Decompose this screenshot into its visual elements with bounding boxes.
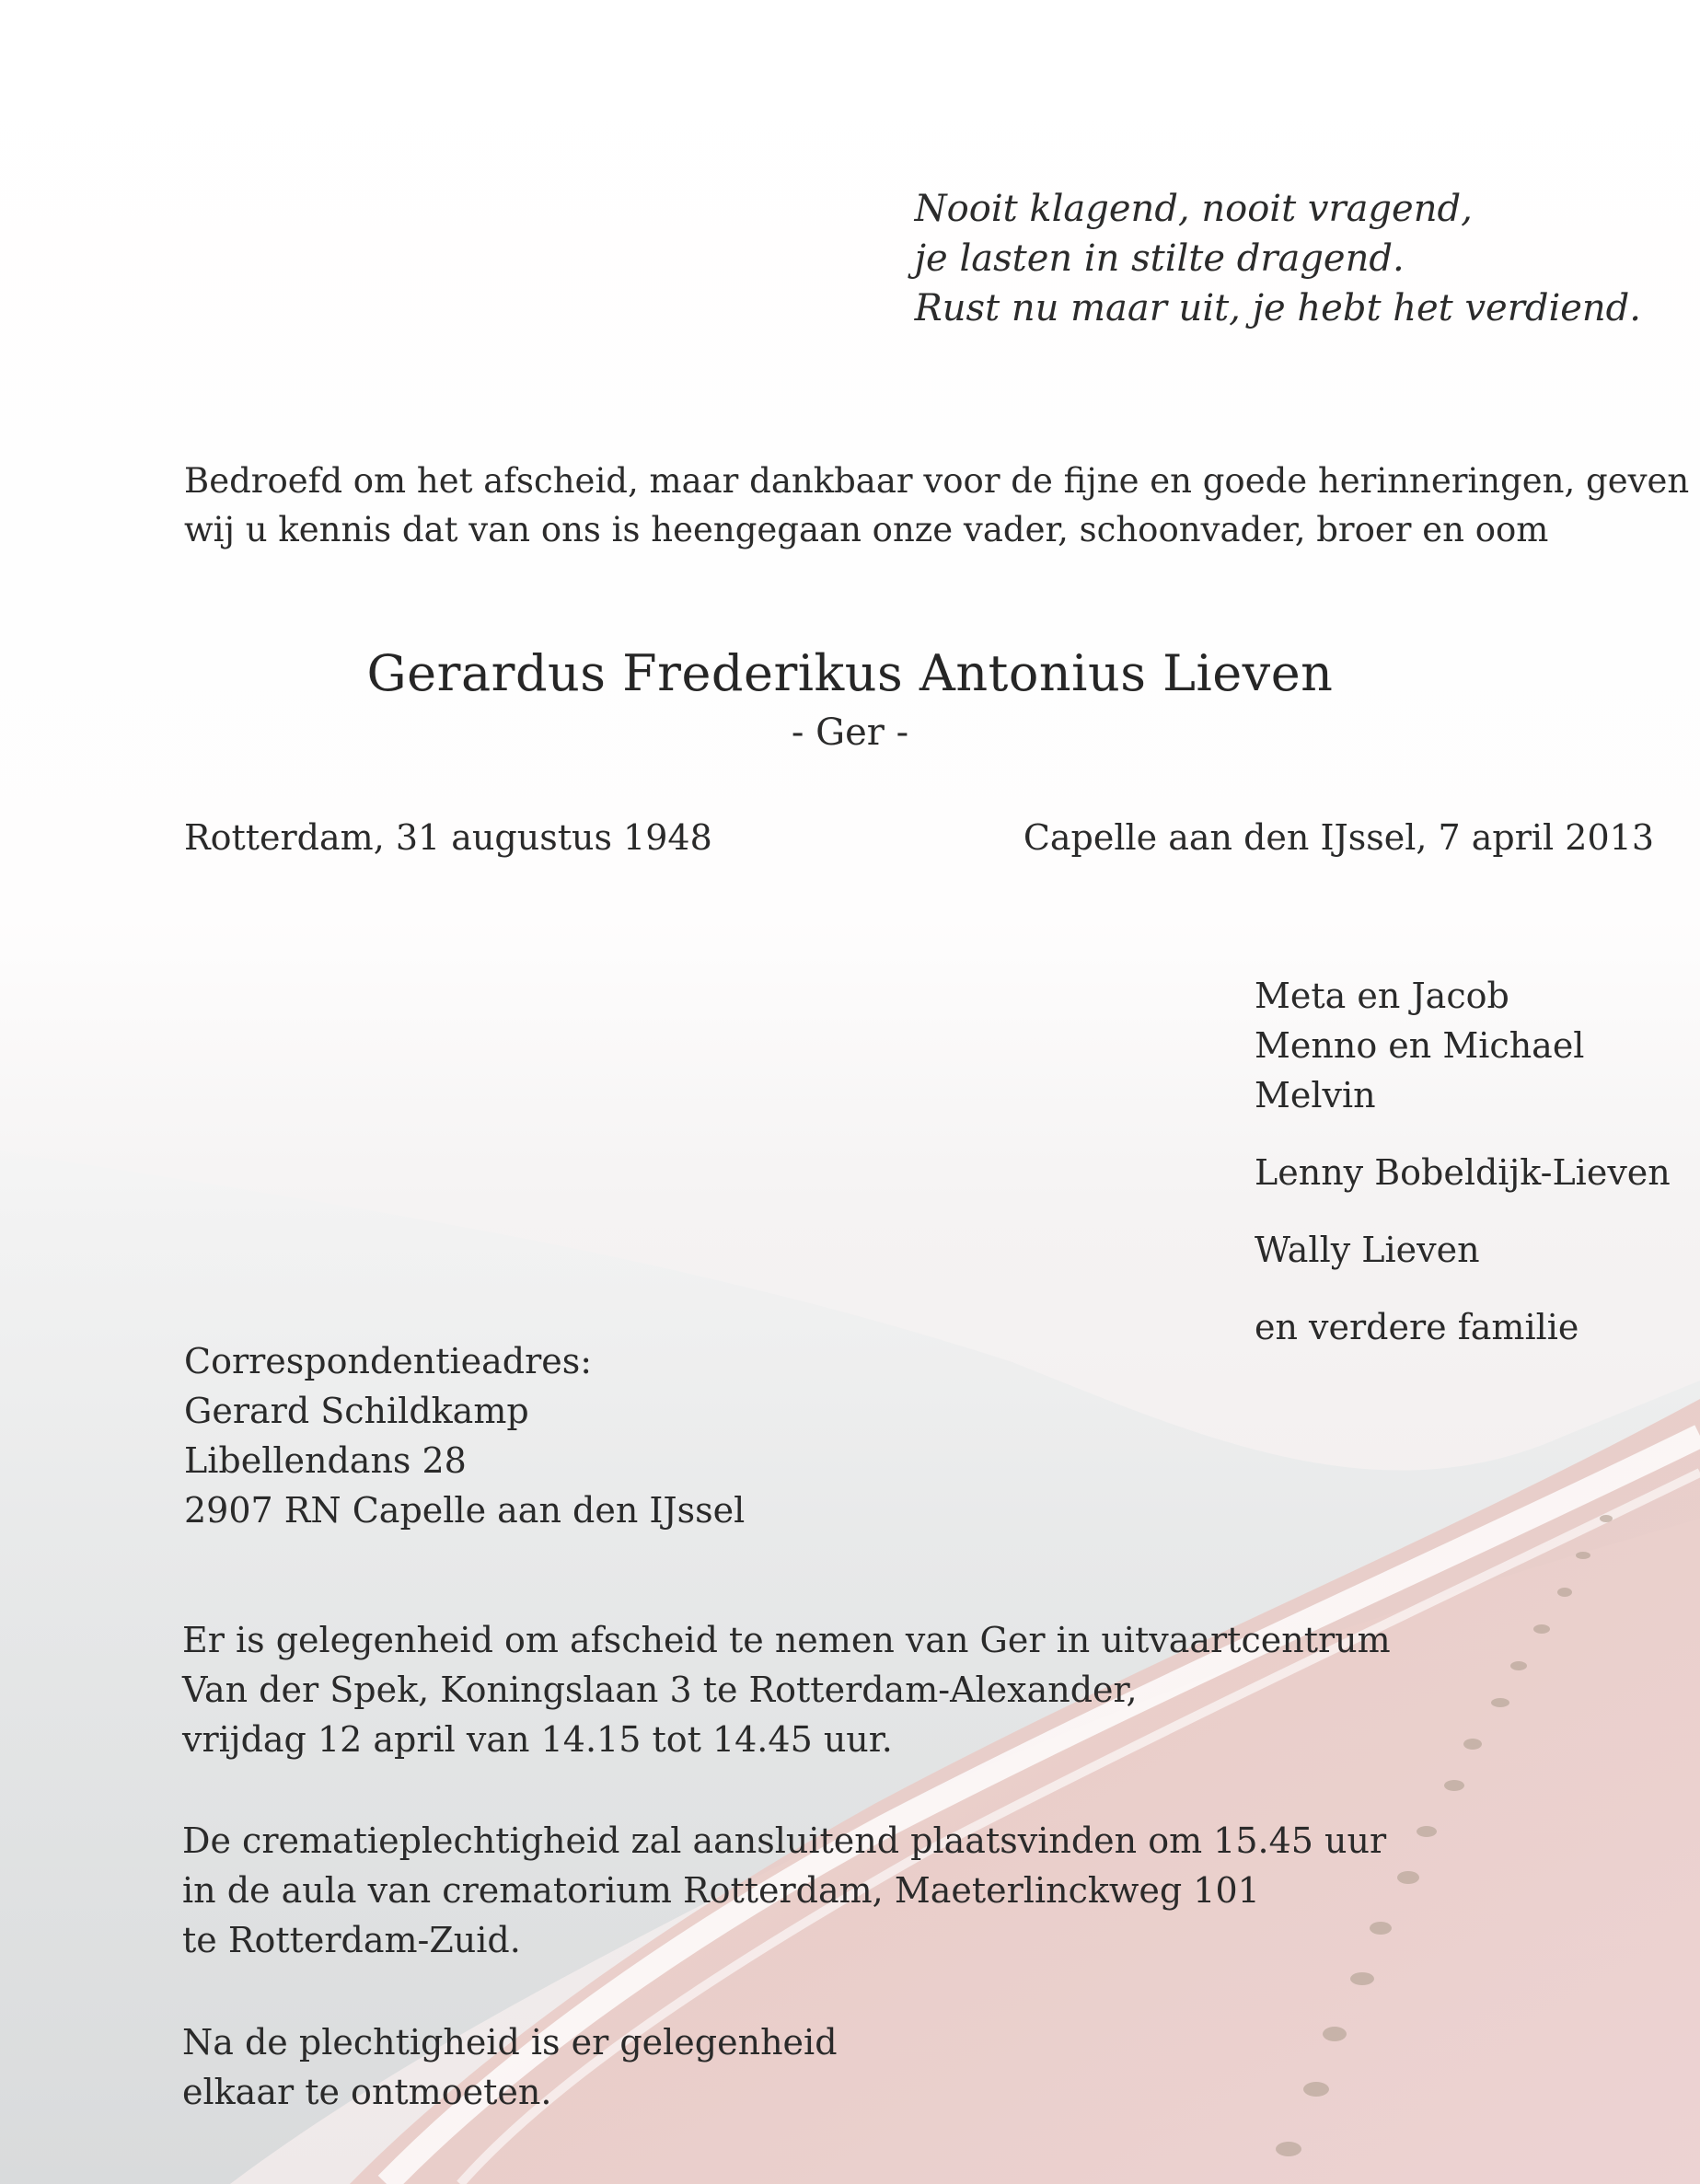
intro-line: wij u kennis dat van ons is heengegaan onze vader, schoonvader, broer en oom: [184, 510, 1549, 549]
family-member: Melvin: [1255, 1075, 1376, 1115]
address-name: Gerard Schildkamp: [184, 1391, 529, 1431]
poem: [915, 184, 1641, 333]
cremation-line: De crematieplechtigheid zal aansluitend plaatsvinden om 15.45 uur: [182, 1820, 1387, 1861]
farewell-line: vrijdag 12 april van 14.15 tot 14.45 uur.: [182, 1719, 893, 1760]
death-place-date: Capelle aan den IJssel, 7 april 2013: [1023, 817, 1654, 858]
deceased-nickname: - Ger -: [791, 711, 909, 754]
family-member: Meta en Jacob: [1255, 976, 1509, 1016]
intro-line: Bedroefd om het afscheid, maar dankbaar voor de fijne en goede herinneringen, geven: [184, 461, 1690, 501]
deceased-name: Gerardus Frederikus Antonius Lieven: [366, 644, 1334, 702]
correspondence-address: [184, 1336, 745, 1535]
after-line: elkaar te ontmoeten.: [182, 2072, 552, 2112]
family-others: en verdere familie: [1255, 1307, 1579, 1347]
after-line: Na de plechtigheid is er gelegenheid: [182, 2022, 838, 2063]
intro-text: [184, 456, 1689, 554]
family-member: Wally Lieven: [1255, 1230, 1480, 1270]
cremation-line: te Rotterdam-Zuid.: [182, 1920, 521, 1960]
address-city: 2907 RN Capelle aan den IJssel: [184, 1490, 746, 1531]
cremation-line: in de aula van crematorium Rotterdam, Maeterlinckweg 101: [182, 1870, 1260, 1911]
farewell-line: Van der Spek, Koningslaan 3 te Rotterdam-Alexander,: [182, 1670, 1138, 1710]
birth-place-date: Rotterdam, 31 augustus 1948: [184, 817, 712, 858]
farewell-paragraph: [182, 1615, 1391, 1764]
family-list: [1255, 971, 1671, 1352]
farewell-line: Er is gelegenheid om afscheid te nemen van Ger in uitvaartcentrum: [182, 1620, 1391, 1660]
family-member: Menno en Michael: [1255, 1025, 1585, 1066]
family-member: Lenny Bobeldijk-Lieven: [1255, 1152, 1671, 1193]
cremation-paragraph: [182, 1816, 1386, 1965]
after-ceremony-paragraph: [182, 2017, 838, 2117]
address-street: Libellendans 28: [184, 1440, 467, 1481]
address-label: Correspondentieadres:: [184, 1341, 593, 1381]
poem-line: Rust nu maar uit, je hebt het verdiend.: [914, 287, 1641, 329]
poem-line: Nooit klagend, nooit vragend,: [914, 188, 1473, 230]
poem-line: je lasten in stilte dragend.: [914, 237, 1405, 280]
